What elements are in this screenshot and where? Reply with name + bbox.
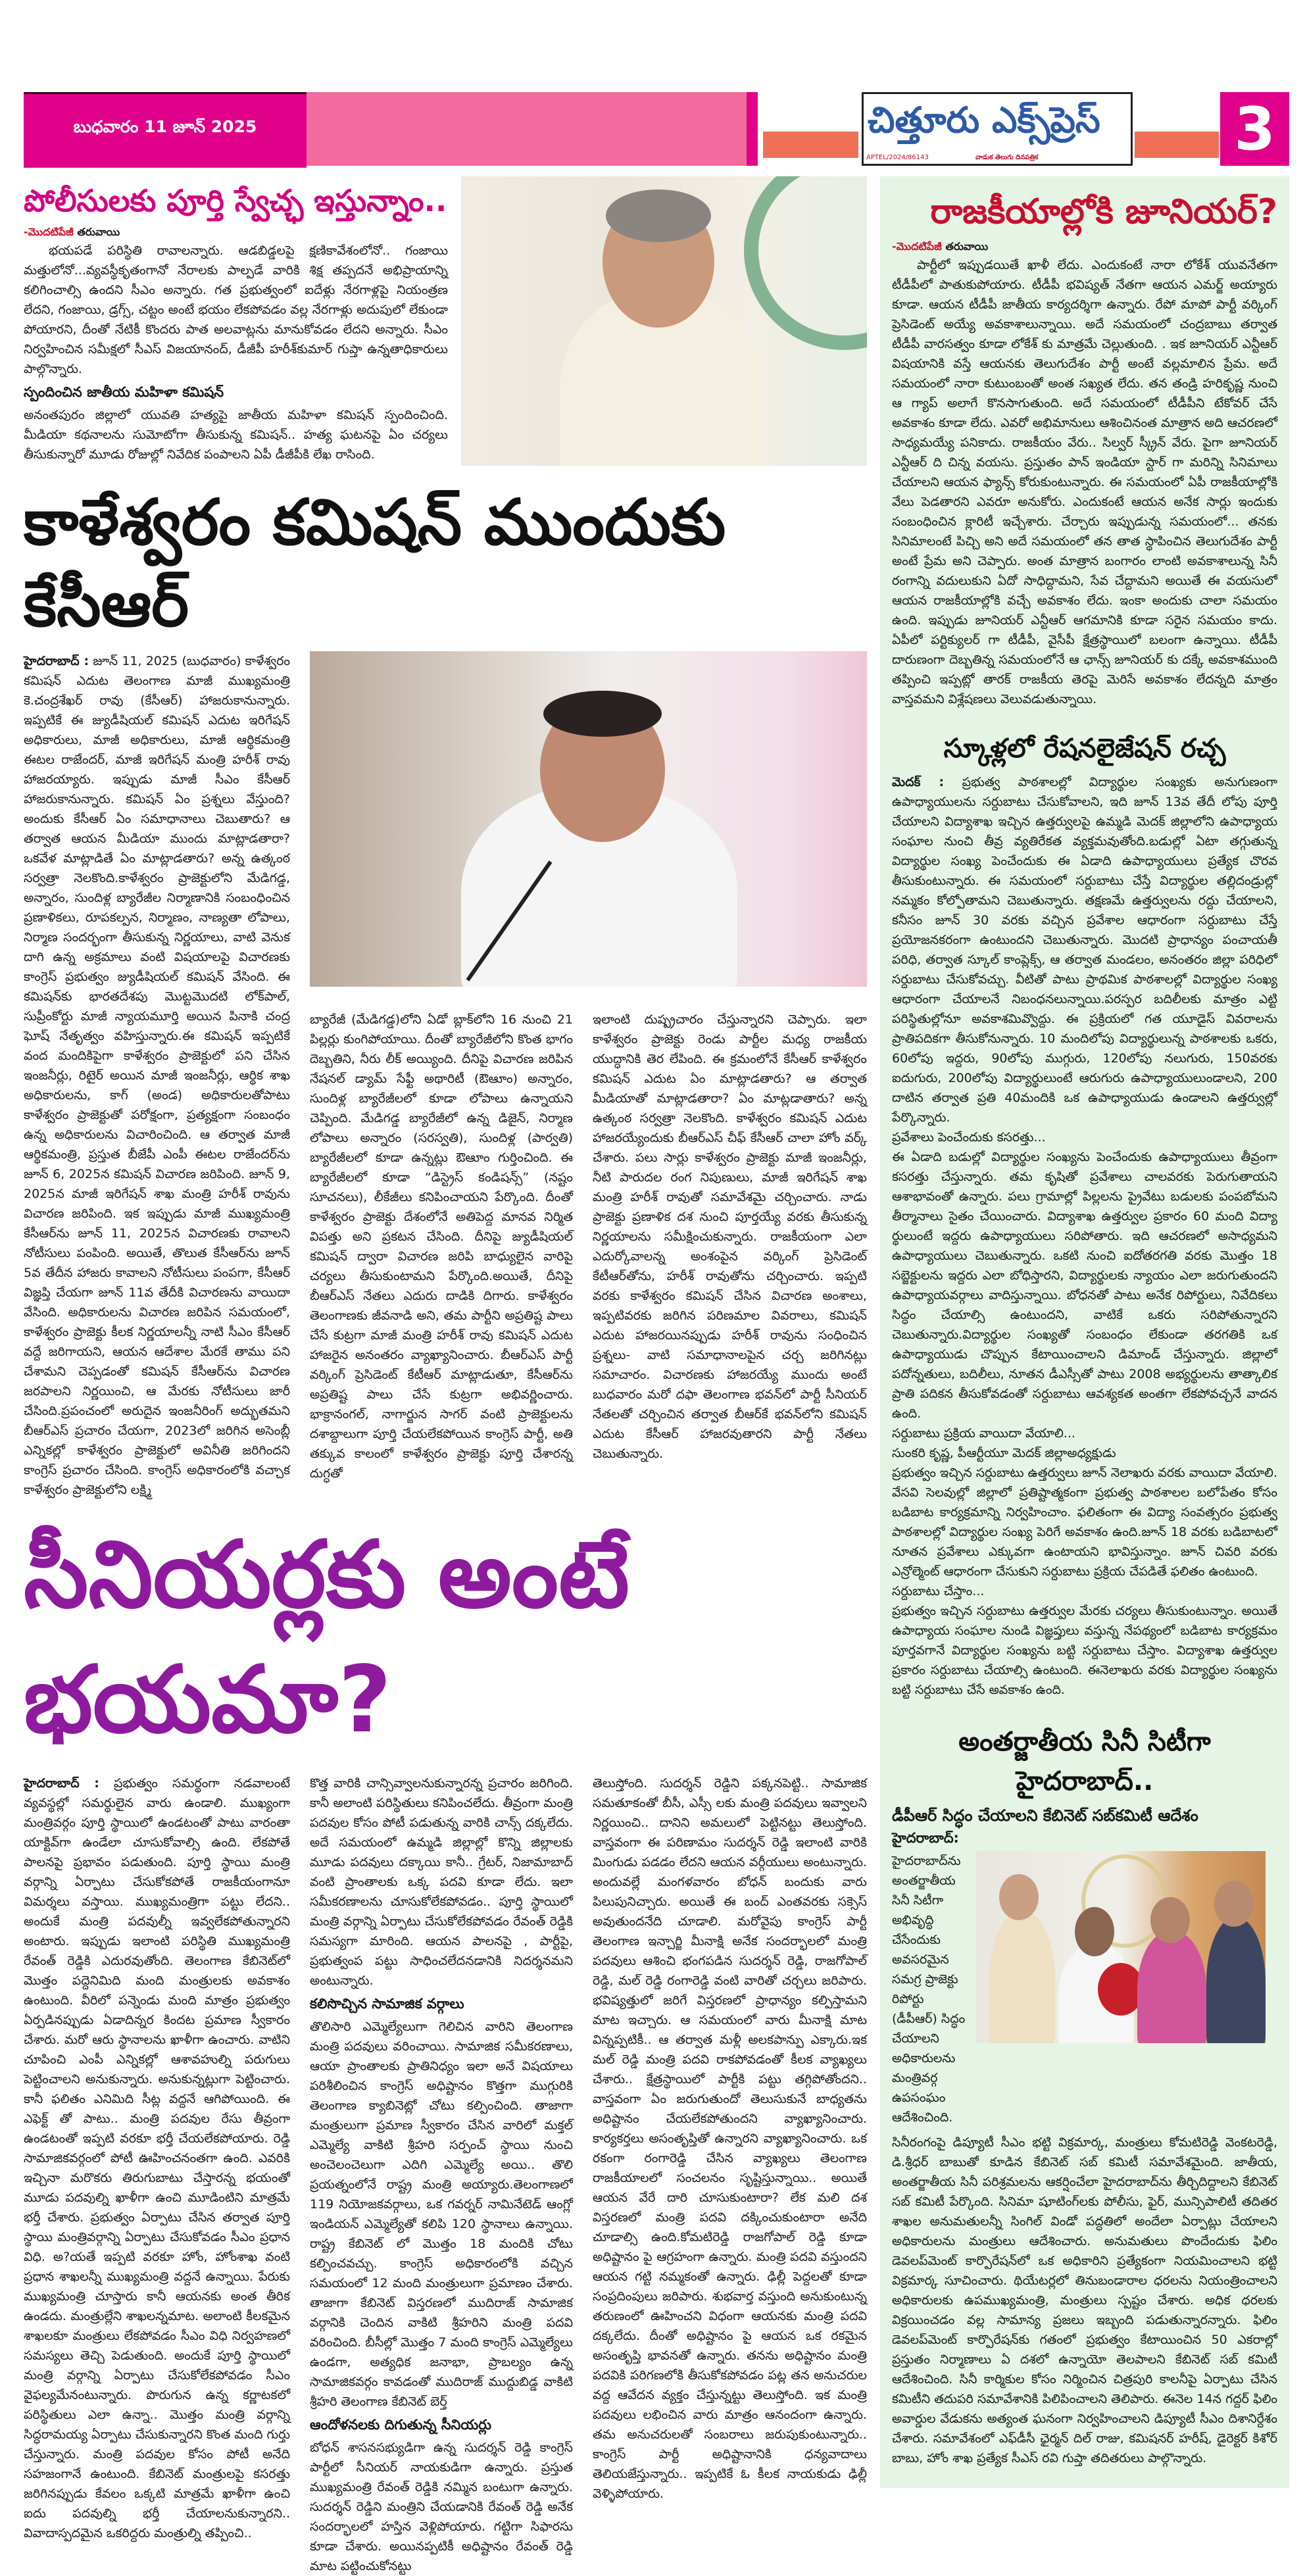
kcr-paragraph: బ్యారేజీ (మేడిగడ్డ)లోని ఏడో బ్లాక్‌లోని 16 నుంచి 21 పిల్లర్లు కుంగిపోయాయి. దీంతో బ్యారేజీలోని కొంత భాగం దెబ్బతిని, నీరు లీక్ అయ్యింది. దీనిపై విచారణ జరిపిన నేషనల్ డ్యామ్ సేఫ్టీ అథారిటీ (ఔఆూం) అన్నారం, సుందిళ్ల బ్యారేజీలలో కూడా లోపాలు ఉన్నాయని చెప్పింది. మేడిగడ్డ బ్యారేజీలో ఉన్న డిజైన్, నిర్మాణ లోపాలు అన్నారం (సరస్వతి), సుందిళ్ల (పార్వతి) బ్యారేజీలలో కూడా ఉన్నట్లు ఔఆూం గుర్తించింది. ఈ బ్యారేజీలలో కూడా “డిస్ట్రెస్ కండిషన్స్” (నష్టం సూచనలు), లీకేజీలు కనిపించాయని పేర్కొంది. దీంతో కాళేశ్వరం ప్రాజెక్టు దేశంలోనే అతిపెద్ద మానవ నిర్మిత విపత్తు అని ప్రకటన చేసింది. దీనిపై జ్యుడీషియల్ కమిషన్ ద్వారా విచారణ జరిపి బాధ్యులైన వారిపై చర్యలు తీసుకుంటామని పేర్కొంది.అయితే, దీనిపై బీఆర్ఎస్ నేతలు ఎదురు దాడికి దిగారు. కాళేశ్వరం తెలంగాణకు జీవనాడి అని, తమ పార్టీని అప్రతిష్ట పాలు చేసే కుట్రగా మాజీ మంత్రి హరీశ్ రావు కమిషన్ ఎదుట హాజరైన అనంతరం వ్యాఖ్యానించారు. బీఆర్ఎస్ పార్టీ వర్కింగ్ ప్రెసిడెంట్ కేటీఆర్ మాట్లాడుతూ, కేసీఆర్‌ను అప్రతిష్ట పాలు చేసే కుట్రగా అభివర్ణించారు. భాక్రానంగల్, నాగార్జున సాగర్ వంటి ప్రాజెక్టులను దశాబ్దాలుగా పూర్తి చేయలేకపోయిన కాంగ్రెస్ పార్టీ, అతి తక్కువ కాలంలో కాళేశ్వరం ప్రాజెక్టు పూర్తి చేశారన్న దుగ్ధతో: [310, 1012, 573, 1481]
schools-quote-attribution: సుంకరి కృష్ణ, పీఆర్టీయూ మెదక్ జిల్లాఅధ్యక్షుడు: [892, 1446, 1116, 1460]
byline-continued: తరువాయి: [941, 240, 989, 253]
police-section: [24, 176, 867, 466]
masthead-pink-band: [307, 92, 747, 166]
junior-article: [892, 238, 1277, 709]
seniors-article: [24, 1773, 867, 2576]
junior-headline: రాజకీయాల్లోకి జూనియర్?: [930, 192, 1277, 232]
cinema-lead-row: [892, 1851, 1277, 2127]
seniors-subheading: కలిసొచ్చిన సామాజిక వర్గాలు: [310, 1996, 464, 2012]
hair-shape: [543, 691, 662, 737]
person-shape: [1206, 1917, 1266, 2043]
kcr-headline: కాళేశ్వరం కమిషన్ ముందుకు కేసీఆర్: [24, 485, 726, 641]
seniors-article-column: [310, 1773, 573, 2576]
logo-registration: APTEL/2024/86143: [866, 154, 929, 161]
logo-tagline: వాడుక తెలుగు దినపత్రిక: [975, 154, 1039, 161]
seniors-article-column: [593, 1773, 867, 2504]
cinema-meeting-photo: [976, 1851, 1266, 2043]
cinema-article: [892, 2133, 1277, 2468]
police-paragraph: అనంతపురం జిల్లాలో యువతి హత్యపై జాతీయ మహిళా కమిషన్ స్పందించింది. మీడియా కథనాలను సుమోటోగా తీసుకున్న కమిషన్.. హత్య ఘటనపై ఏం చర్యలు తీసుకున్నారో మూడు రోజుల్లో నివేదిక పంపాలని ఏపీ డీజీపీకి లేఖ రాసింది.: [24, 408, 448, 462]
seniors-paragraph: బోధన్ శాసనసభ్యుడిగా ఉన్న సుదర్శన్ రెడ్డి కాంగ్రెస్ పార్టీలో సీనియర్ నాయకుడిగా ఉన్నారు. ప్రస్తుత ముఖ్యమంత్రి రేవంత్ రెడ్డికి నమ్మిన బంటుగా ఉన్నారు. సుదర్శన్ రెడ్డిని మంత్రిని చేయడానికి రేవంత్ రెడ్డి అనేక సందర్భాలలో హస్తిన వెళ్లిపోయారు. గట్టిగా సిఫారసు కూడా చేశారు. అయినప్పటికీ అధిష్టానం రేవంత్ రెడ్డి మాట పట్టించుకోనట్టు: [310, 2440, 573, 2573]
person-head-shape: [1075, 1907, 1114, 1956]
person-head-shape: [1214, 1881, 1254, 1927]
schools-headline: స్కూళ్లలో రేషనలైజేషన్ రచ్చ: [943, 733, 1226, 764]
kcr-article: [24, 651, 867, 1500]
continued-byline: [892, 238, 1277, 255]
hair-shape: [606, 189, 711, 242]
left-news-area: [24, 176, 867, 2576]
seniors-dateline: హైదరాబాద్ :: [24, 1776, 99, 1791]
continued-byline: [24, 224, 448, 241]
masthead-orange-rule: [1135, 132, 1219, 158]
seniors-paragraph: తెలుస్తోంది. సుదర్శన్ రెడ్డిని పక్కనపెట్టి.. సామాజిక సమతూకంతో బీసీ, ఎస్సీ లకు మంత్రి పదవులు ఇవ్వాలని నిర్ణయించి.. దానిని అమలులో పెట్టినట్టు తెలుస్తోంది. వాస్తవంగా ఈ పరిణామం సుదర్శన్ రెడ్డి ఇలాంటి వారికి మింగుడు పడడం లేదని ఆయన వర్గీయులు అంటున్నారు. అందువల్లే మంగళవారం బోధన్ బందుకు వారు పిలుపునిచ్చారు. అయితే ఈ బంద్ ఎంతవరకు సక్సెస్ అవుతుందనేది చూడాలి. మరోవైపు కాంగ్రెస్ పార్టీ తెలంగాణ ఇన్చార్జి మీనాక్షి అనేక సందర్భాలలో మంత్రి పదవులు ఆశించి భంగపడిన సుదర్శన్ రెడ్డి, రాజగోపాల్ రెడ్డి, మల్ రెడ్డి రంగారెడ్డి వంటి వారితో చర్చలు జరిపారు. భవిష్యత్తులో జరిగే విస్తరణలో ప్రాధాన్యం కల్పిస్తామని మాట ఇచ్చారు. ఆ సమయంలో వారు మీనాక్షి మాట విన్నప్పటికీ.. ఆ తర్వాత మళ్లీ అలకపాన్పు ఎక్కారు.ఇక మల్ రెడ్డి మంత్రి పదవి రాకపోవడంతో కీలక వ్యాఖ్యలు చేశారు.. క్షేత్రస్థాయిలో పార్టీకి పట్టు తగ్గిపోతోందని.. వాస్తవంగా ఏం జరుగుతుందో తెలుసుకునే బాధ్యతను అధిష్టానం చేయలేకపోతుందని వ్యాఖ్యానించారు. కార్యకర్తలు అసంతృప్తితో ఉన్నారని వ్యాఖ్యానించారు. ఒక రకంగా రంగారెడ్డి చేసిన వ్యాఖ్యలు తెలంగాణ రాజకీయాలలో సంచలనం సృష్టిస్తున్నాయి.. అయితే ఆయన వేరే దారి చూసుకుంటారా? లేక మలి దశ విస్తరణలో మంత్రి పదవి దక్కించుకుంటారా అనేది చూడాల్సి ఉంది.కోమటిరెడ్డి రాజగోపాల్ రెడ్డి కూడా అధిష్టానం పై ఆగ్రహంగా ఉన్నారు. మంత్రి పదవి వస్తుందని ఆయన గట్టి నమ్మకంతో ఉన్నారు. ఢిల్లీ పెద్దలతో కూడా సంప్రదింపులు జరిపారు. శుభవార్త వస్తుంది అనుకుంటున్న తరుణంలో ఊహించని విధంగా ఆయనకు మంత్రి పదవి దక్కలేదు. దీంతో అధిష్టానం పై ఆయన ఒక రకమైన అసంతృప్తి భావనతో ఉన్నారు. తనను అధిష్టానం మంత్రి పదవికి పరిగణలోకి తీసుకోకపోవడం పట్ల తన అనుచరుల వద్ద ఆవేదన వ్యక్తం చేస్తున్నట్టు తెలుస్తోంది. ఇక మంత్రి పదవులు లభించిన వారు మాత్రం ఆనందంగా ఉన్నారు. తమ అనుచరులతో సంబరాలు జరుపుకుంటున్నారు.. కాంగ్రెస్ పార్టీ అధిష్టానానికి ధన్యవాదాలు తెలియజేస్తున్నారు.. ఇప్పటికే ఓ కీలక నాయకుడు ఢిల్లీ వెళ్ళిపోయారు.: [593, 1776, 867, 2501]
kcr-dateline: హైదరాబాద్ :: [24, 654, 89, 668]
issue-date: బుధవారం 11 జూన్ 2025: [73, 117, 257, 136]
cinema-dateline: హైదరాబాద్:: [892, 1830, 959, 1846]
logo-title: చిత్తూరు ఎక్స్‌ప్రెస్: [868, 99, 1100, 141]
person-head-shape: [999, 1874, 1039, 1920]
seniors-paragraph: తొలిసారి ఎమ్మెల్యేలుగా గెలిచిన వారిని తెలంగాణ మంత్రి పదవులు వరించాయి. సామాజిక సమీకరణాలు, ఆయా ప్రాంతాలకు ప్రాతినిధ్యం ఇలా అనే విషయాలు పరిశీలించిన కాంగ్రెస్ అధిష్టానం కొత్తగా ముగ్గురికి తెలంగాణ క్యాబినెట్లో చోటు కల్పించింది. తాజాగా మంత్రులుగా ప్రమాణ స్వీకారం చేసిన వారిలో మక్తల్ ఎమ్మెల్యే వాకిటి శ్రీహరి సర్పంచ్ స్థాయి నుంచి అంచెలంచెలుగా ఎదిగి ఎమ్మెల్యే అయి.. తొలి ప్రయత్నంలోనే రాష్ట్ర మంత్రి అయ్యారు.తెలంగాణలో 119 నియోజకవర్గాలు, ఒక గవర్నర్ నామినేటెడ్ ఆంగ్లో ఇండియన్ ఎమ్మెల్యేతో కలిపి 120 స్థానాలు ఉన్నాయి. రాష్ట్ర కేబినెట్ లో మొత్తం 18 మందికి చోటు కల్పించవచ్చు. కాంగ్రెస్ అధికారంలోకి వచ్చిన సమయంలో 12 మంది మంత్రులుగా ప్రమాణం చేశారు. తాజాగా కేబినెట్ విస్తరణలో ముదిరాజ్ సామాజిక వర్గానికి చెందిన వాకిటి శ్రీహరిని మంత్రి పదవి వరించింది. బీసీల్లో మొత్తం 7 మంది కాంగ్రెస్ ఎమ్మెల్యేలు ఉండగా, అత్యధిక జనాభా, ప్రాబల్యం ఉన్న సామాజికవర్గం కావడంతో ముదిరాజ్ ముద్దుబిడ్డ వాకిటి శ్రీహరి తెలంగాణ కేబినెట్ బెర్త్: [310, 2019, 573, 2409]
person-shape: [989, 1910, 1055, 2043]
police-subheading: స్పందించిన జాతీయ మహిళా కమిషన్: [24, 384, 224, 400]
person-head-shape: [1150, 1897, 1190, 1943]
seniors-paragraph: కొత్త వారికి చాన్సివ్వాలనుకున్నారన్న ప్రచారం జరిగింది. కానీ అలాంటి పరిస్థితులు కనిపించలేదు. తీవ్రంగా మంత్రి పదవుల కోసం పోటీ పడుతున్న వారికి చాన్స్ దక్కలేదు. అదే సమయంలో ఉమ్మడి జిల్లాల్లో కొన్ని జిల్లాలకు మూడు పదవులు దక్కాయి కానీ.. గ్రేటర్, నిజామాబాద్ వంటి ప్రాంతాలకు ఒక్క పదవి కూడా లేదు. ఇలా సమీకరణాలను చూసుకోలేకపోవడం.. పూర్తి స్థాయిలో మంత్రి వర్గాన్ని ఏర్పాటు చేసుకోలేకపోవడం రేవంత్ రెడ్డికి సమస్యగా మారింది. ఆయన పాలనపై , పార్టీపై, ప్రభుత్వంప పట్టు సాధించలేదనడానికి నిదర్శనమని అంటున్నారు.: [310, 1776, 573, 1988]
seniors-subheading: ఆందోళనలకు దిగుతున్న సీనియర్లు: [310, 2417, 492, 2433]
kcr-paragraph: ఇలాంటి దుష్ప్రచారం చేస్తున్నారని చెప్పారు. ఇలా కాళేశ్వరం ప్రాజెక్టు రెండు పార్టీల మధ్య రాజకీయ యుద్ధానికి తెర లేపింది. ఈ క్రమంలోనే కేసీఆర్ కాళేశ్వరం కమిషన్ ఎదుట ఏం మాట్లాడతారు? ఆ తర్వాత మీడియాతో మాట్లాడతారా? ఏం మాట్లడాతారు? అన్న ఉత్కంఠ సర్వత్రా నెలకొంది. కాళేశ్వరం కమిషన్ ఎదుట హాజరయ్యేందుకు బీఆర్ఎస్ చీఫ్ కేసీఆర్ చాలా హోం వర్క్ చేశారు. పలు సార్లు కాళేశ్వరం ప్రాజెక్టు మాజీ ఇంజనీర్లు, నీటి పారుదల రంగ నిపుణులు, మాజీ ఇరిగేషన్ శాఖ మంత్రి హరీశ్ రావుతో సమావేశమై చర్చించారు. నాడు ప్రాజెక్టు ప్రణాళిక దశ నుంచి పూర్తయ్యే వరకు తీసుకున్న నిర్ణయాలను సమీక్షించుకున్నారు. రాజకీయంగా ఎలా ఎదుర్కోవాలన్న అంశంపైన వర్కింగ్ ప్రెసిడెంట్ కేటీఆర్‌తోను, హరీశ్ రావుతోను చర్చించారు. ఇప్పటి వరకు కాళేశ్వరం కమిషన్ చేసిన విచారణ అంశాలు, ఇప్పటివరకు జరిగిన పరిణమాల వివరాలు, కమిషన్ ఎదుట హాజరయినప్పుడు హరీశ్ రావును సంధించిన ప్రశ్నలు- వాటి సమాధానాలపైన చర్చ జరిగినట్లు సమాచారం. విచారణకు హాజరయ్యే ముందు అంటే బుధవారం మరో దఫా తెలంగాణ భవన్‌లో పార్టీ సీనియర్ నేతలతో చర్చించిన తర్వాత బీఆర్‌కే భవన్‌లోని కమిషన్ ఎదుట కేసీఆర్ హాజరవుతారని పార్టీ నేతలు చెబుతున్నారు.: [593, 1012, 867, 1461]
kcr-paragraph: జూన్ 11, 2025 (బుధవారం) కాళేశ్వరం కమిషన్ ఎదుట తెలంగాణ మాజీ ముఖ్యమంత్రి కె.చంద్రశేఖర్ రావు (కేసీఆర్) హాజరుకానున్నారు. ఇప్పటికే ఈ జ్యుడీషియల్ కమిషన్ ఎదుట ఇరిగేషన్ అధికారులు, మాజీ అధికారులు, మాజీ ఆర్థికమంత్రి ఈటల రాజేందర్, మాజీ ఇరిగేషన్ మంత్రి హరీశ్ రావు హాజరయ్యారు. ఇప్పుడు మాజీ సీఎం కేసీఆర్ హాజరుకానున్నారు. కమిషన్ ఏం ప్రశ్నలు వేస్తుంది? అందుకు కేసీఆర్ ఏం సమాధానాలు చెబుతారు? ఆ తర్వాత ఆయన మీడియా ముందు మాట్లాడతారా? ఒకవేళ మాట్లాడితే ఏం మాట్లాడతారు? అన్న ఉత్కంఠ సర్వత్రా నెలకొంది.కాళేశ్వరం ప్రాజెక్టులోని మేడిగడ్డ, అన్నారం, సుందిళ్ల బ్యారేజీల నిర్మాణానికి సంబంధించిన ప్రణాళికలు, రూపకల్పన, నిర్మాణం, నాణ్యతా లోపాలు, నిర్మాణ సందర్భంగా తీసుకున్న నిర్ణయాలు, వాటి వెనుక దాగి ఉన్న అక్రమాలు వంటి విషయాలపై విచారణకు కాంగ్రెస్ ప్రభుత్వం జ్యుడీషియల్ కమిషన్ వేసింది. ఈ కమిషన్‌కు భారతదేశపు మొట్టమొదటి లోక్‌పాల్, సుప్రీంకోర్టు మాజీ న్యాయమూర్తి అయిన పినాకి చంద్ర ఘోష్ నేతృత్వం వహిస్తున్నారు.ఈ కమిషన్ ఇప్పటికే వంద మందికిపైగా కాళేశ్వరం ప్రాజెక్టులో పని చేసిన ఇంజనీర్లు, రిటైర్ అయిన మాజీ ఇంజనీర్లు, ఆర్థిక శాఖ అధికారులను, కాగ్ (అండ) అధికారులతోపాటు కాళేశ్వరం ప్రాజెక్టుతో పరోక్షంగా, ప్రత్యక్షంగా సంబంధం ఉన్న అధికారులను విచారించింది. ఆ తర్వాత మాజీ ఆర్థికమంత్రి, ప్రస్తుత బీజేపీ ఎంపీ ఈటల రాజేందర్‌ను జూన్ 6, 2025న కమిషన్ విచారణ జరిపింది. జూన్ 9, 2025న మాజీ ఇరిగేషన్ శాఖ మంత్రి హరీశ్ రావును విచారణ జరిపింది. ఇక ఇప్పుడు మాజీ ముఖ్యమంత్రి కేసీఆర్‌ను జూన్ 11, 2025న విచారణకు రావాలని నోటీసులు పంపింది. అయితే, తొలుత కేసీఆర్‌ను జూన్ 5వ తేదీన హాజరు కావాలని నోటీసులు పంపగా, కేసీఆర్ విజ్ఞప్తి చేయగా జూన్ 11వ తేదీకి విచారణను వాయిదా వేసింది. అధికారులను విచారణ జరిపిన సమయంలో, కాళేశ్వరం ప్రాజెక్టు కీలక నిర్ణయాలన్నీ నాటి సీఎం కేసీఆర్ వద్దే జరిగాయని, ఆయన ఆదేశాల మేరకే తాము పని చేశామని చెప్పడంతో కమిషన్ కేసీఆర్‌ను విచారణ జరపాలని నిర్ణయించి, ఆ మేరకు నోటీసులు జారీ చేసింది.ప్రపంచంలో అరుదైన ఇంజనీరింగ్ అద్భుతమని బీఆర్ఎస్ ప్రచారం చేయగా, 2023లో జరిగిన అసెంబ్లీ ఎన్నికల్లో కాళేశ్వరం ప్రాజెక్టులో అవినీతి జరిగిందని కాంగ్రెస్ ప్రచారం చేసింది. కాంగ్రెస్ అధికారంలోకి వచ్చాక కాళేశ్వరం ప్రాజెక్టులోని లక్ష్మి: [24, 654, 290, 1497]
police-article: [24, 176, 448, 464]
newspaper-logo: [862, 92, 1133, 166]
byline-continued: తరువాయి: [73, 226, 120, 238]
schools-paragraph: ప్రభుత్వం ఇచ్చిన సర్దుబాటు ఉత్తర్వులు జూన్ నెలాఖరు వరకు వాయిదా వేయాలి. వేసవి సెలవుల్లో జిల్లాలో ప్రతిష్టాత్మకంగా ప్రభుత్వ పాఠశాలల బలోపేతం కోసం బడిబాట కార్యక్రమాన్ని నిర్వహించాం. ఫలితంగా ఈ విద్యా సంవత్సరం ప్రభుత్వ పాఠశాలల్లో విద్యార్థుల సంఖ్య పెరిగే అవకాశం ఉంది.జూన్ 18 వరకు బడిబాటలో నూతన ప్రవేశాలు ఎక్కువగా ఉంటాయని భావిస్తున్నాం. జూన్ చివరి వరకు ఎన్రోల్మెంట్ ఆధారంగా చేసుకుని సర్దుబాటు ప్రక్రియ చేపడితే ఫలితం ఉంటుంది.: [892, 1466, 1277, 1579]
right-column-panel: [880, 176, 1289, 2488]
police-headline: పోలీసులకు పూర్తి స్వేచ్ఛ ఇస్తున్నాం..: [24, 183, 447, 218]
cinema-paragraph: సినీరంగంపై డిప్యూటీ సీఎం భట్టి విక్రమార్క, మంత్రులు కోమటిరెడ్డి వెంకటరెడ్డి, డి.శ్రీధర్ బాబుతో కూడిన కేబినెట్ సబ్ కమిటీ సమావేశమైంది. జాతీయ, అంతర్జాతీయ సినీ పరిశ్రమలను ఆకర్షించేలా హైదరాబాద్‌ను తీర్చిదిద్దాలని కేబినెట్ సబ్ కమిటీ పేర్కొంది. సినిమా షూటింగ్‌లకు పోలీసు, ఫైర్, మున్సిపాలిటీ తదితర శాఖల అనుమతులన్నీ సింగిల్ విండో పద్ధతిలో అందేలా ఏర్పాట్లు చేయాలని అధికారులను మంత్రులు ఆదేశించారు. అనుమతులు పొందేందుకు ఫిలిం డెవలప్‌మెంట్ కార్పొరేషన్‌లో ఒక అధికారిని ప్రత్యేకంగా నియమించాలని భట్టి విక్రమార్క సూచించారు. థియేటర్లలో తినుబండారాల ధరలను నియంత్రించాలని అధికారులకు ఉపముఖ్యమంత్రి, మంత్రులు స్పష్టం చేశారు. అధిక ధరలకు విక్రయించడం వల్ల సామాన్య ప్రజలు ఇబ్బంది పడుతున్నారన్నారు. ఫిలిం డెవలప్‌మెంట్ కార్పొరేషన్‌కు గతంలో ప్రభుత్వం కేటాయించిన 50 ఎకరాల్లో ప్రస్తుతం నిర్మాణాలు ఏ దశలో ఉన్నాయో తెలపాలని కేబినెట్ సబ్ కమిటీ ఆదేశించింది. సినీ కార్మికుల కోసం నిర్మించిన చిత్రపురి కాలనీపై ఏర్పాటు చేసిన కమిటీని తదుపరి సమావేశానికి పిలిపించాలని తెలిపారు. ఈనెల 14న గద్దర్ ఫిలిం అవార్డుల వేడుకను అత్యంత ఘనంగా నిర్వహించాలని డిప్యూటీ సీఎం దిశానిర్దేశం చేశారు. సమావేశంలో ఎఫ్‌డీసీ ఛైర్మన్ దిల్ రాజు, కమిషనర్ హరీష్, డైరెక్టర్ కిశోర్ బాబు, హోం శాఖ ప్రత్యేక సీఎస్ రవి గుప్తా తదితరులు పాల్గొన్నారు.: [892, 2135, 1278, 2465]
kcr-article-column: [24, 651, 290, 1500]
seniors-headline: సీనియర్లకు అంటే భయమా?: [24, 1522, 629, 1754]
kcr-photo: [310, 651, 867, 987]
page-body: [24, 176, 1289, 2576]
emblem-shape: [744, 176, 867, 350]
schools-subheading: సర్దుబాటు చేస్తాం...: [892, 1584, 985, 1598]
schools-article: [892, 772, 1277, 1700]
cinema-headline: అంతర్జాతీయ సినీ సిటీగా హైదరాబాద్..: [958, 1727, 1211, 1796]
masthead-divider: [747, 92, 758, 166]
masthead-orange-rule: [763, 132, 858, 158]
byline-first-page: -మొదటిపేజీ: [24, 226, 74, 238]
schools-dateline: మెదక్ :: [892, 775, 945, 789]
seniors-paragraph: ప్రభుత్వం సమర్థంగా నడవాలంటే వ్యవస్థల్లో సమర్థులైన వారు ఉండాలి. ముఖ్యంగా మంత్రివర్గం పూర్తి స్థాయిలో ఉండటంతో పాటు వారంతా యాక్టివ్‌గా ఉండేలా చూసుకోవాల్సి ఉంది. లేకపోతే పాలనపై ప్రభావం పడుతుంది. పూర్తి స్థాయి మంత్రి వర్గాన్ని ఏర్పాటు చేసుకోకపోతే రాజకీయంగానూ విమర్శలు వస్తాయి. ముఖ్యమంత్రిగా పట్టు లేదని.. అందుకే మంత్రి పదవుల్నీ ఇవ్వలేకపోతున్నారని అంటారు. ఇప్పుడు ఇలాంటి పరిస్థితి ముఖ్యమంత్రి రేవంత్ రెడ్డికి ఎదురవుతోంది. తెలంగాణ కేబినెట్‌లో మొత్తం పద్దెనిమిది మంది మంత్రులకు అవకాశం ఉంటుంది. వీరిలో పన్నెండు మంది మాత్రం ప్రభుత్వం ఏర్పడినప్పుడు ఏడాదిన్నర కిందట ప్రమాణ స్వీకారం చేశారు. మరో ఆరు స్థానాలను ఖాళీగా ఉంచారు. వాటిని చూపించి ఎంపీ ఎన్నికల్లో ఆశావహుల్ని పరుగులు పెట్టించాలని అనుకున్నారు. అనుకున్నట్లుగా పెట్టించారు. కానీ ఫలితం ఎనిమిది సీట్ల వద్దనే ఆగిపోయింది. ఈ ఎఫెక్ట్ తో పాటు.. మంత్రి పదవుల రేసు తీవ్రంగా ఉండటంతో ఇప్పటి వరకూ భర్తీ చేయలేకపోయారు. రెడ్డి సామాజికవర్గంలో పోటీ ఊహించనంతగా ఉంది. ఎవరికి ఇచ్చినా మరొకరు తిరుగుబాటు చేస్తారన్న భయంతో మూడు పదవుల్ని ఖాళీగా ఉంచి మూడింటిని మాత్రమే భర్తీ చేశారు. ప్రభుత్వం ఏర్పాటు చేసిన తర్వాత పూర్తి స్థాయి మంత్రివర్గాన్ని ఏర్పాటు చేసుకోవడం సీఎం ప్రధాన విధి. అ?యతే ఇప్పటి వరకూ హోం, హోంశాఖ వంటి ప్రధాన శాఖలన్నీ ముఖ్యమంత్రి వద్దనే ఉన్నాయి. పేరుకు ముఖ్యమంత్రి చూస్తారు కానీ ఆయనకు అంత తీరిక ఉండదు. మంత్రుల్లేని శాఖలన్నమాట. అలాంటి కీలకమైన శాఖలకూ మంత్రులు లేకపోవడం సీఎం విధి నిర్వహణలో సమస్యలు తెచ్చి పెడుతుంది. అందుకే పూర్తి స్థాయిలో మంత్రి వర్గాన్ని ఏర్పాటు చేసుకోలేకపోవడం సీఎం వైఫల్యమేనంటున్నారు. పొరుగున ఉన్న కర్ణాటకలో పరిస్థితులు ఎలా ఉన్నా.. మొత్తం మంత్రి వర్గాన్ని సిద్ధరామయ్య ఏర్పాటు చేసుకున్నారని కొంత మంది గుర్తు చేస్తున్నారు. మంత్రి పదవుల కోసం పోటీ అనేది సహజంగానే ఉంటుంది. కేబినెట్ మంత్రులపై కసరత్తు జరిగినప్పుడు కేవలం ఒక్కటి మాత్రమే ఖాళీగా ఉంచి ఐదు పదవుల్ని భర్తీ చేయాలనుకున్నారని.. వివాదాస్పదమైన ఒకరిద్దరు మంత్రుల్ని తప్పించి..: [24, 1776, 291, 2540]
kcr-article-column: [593, 1010, 867, 1464]
schools-paragraph: ఈ ఏడాది బడుల్లో విద్యార్థుల సంఖ్యను పెంచేందుకు ఉపాధ్యాయులు తీవ్రంగా కసరత్తు చేస్తున్నారు. తమ కృషితో ప్రవేశాలు చాలవరకు పెరుగుతాయని ఆశాభావంతో ఉన్నారు. పలు గ్రామాల్లో పిల్లలను ప్రైవేటు బడులకు పంపబోమని తీర్మానాలు సైతం చేయించారు. విద్యాశాఖ ఉత్తర్వుల ప్రకారం 60 మంది విద్యా ర్థులుంటే ఇద్దరు ఉపాధ్యాయులు సరిపోతారు. ఇది ఆచరణలో అసాధ్యమని ఉపాధ్యాయులు చెబుతున్నారు. ఒకటి నుంచి ఐదోతరగతి వరకు మొత్తం 18 సబ్జెక్టులను ఇద్దరు ఎలా బోధిస్తారని, విద్యార్థులకు న్యాయం ఎలా జరుగుతుందని ఉపాధ్యాయవర్గాలు వాదిస్తున్నాయి. బోధనతో పాటు అనేక రిపోర్టులు, నివేదికలు సిద్ధం చేయాల్సి ఉంటుందని, వాటికే ఒకరు సరిపోతున్నారని చెబుతున్నారు.విద్యార్థుల సంఖ్యతో సంబంధం లేకుండా తరగతికి ఒక ఉపాధ్యాయుడు చొప్పున కేటాయించాలని డిమాండ్ చేస్తున్నారు. జిల్లాలో పదోన్నతులు, బదిలీలు, నూతన డీఎస్సీతో పాటు 2008 అభ్యర్థులను తాత్కాలిక ప్రాతి పదికన తీసుకోవడంతో సర్దుబాటు ఆవశ్యకత అంతగా లేకపోవచ్చనే వాదన ఉంది.: [892, 1150, 1277, 1421]
person-shape: [1137, 1930, 1206, 2043]
chief-minister-photo: [461, 176, 867, 466]
cinema-side-text: [892, 1851, 970, 2127]
police-paragraph: భయపడే పరిస్థితి రావాలన్నారు. ఆడబిడ్డలపై క్షణికావేశంలోనో.. గంజాయి మత్తులోనో...వ్యవస్థీకృతంగానో నేరాలకు పాల్పడే వారికి శిక్ష తప్పదనే అభిప్రాయాన్ని కలిగించాల్సి ఉందని సీఎం అన్నారు. గత ప్రభుత్వంలో ఐదేళ్లు నేరగాళ్లపై నియంత్రణ లేదని, గంజాయి, డ్రగ్స్, చట్టం అంటే భయం లేకపోవడం వల్ల నేరగాళ్లు అదుపులో లేకుండా పోయారని, దీంతో నేటికీ కొందరు పాత అలవాట్లను మానుకోవడం లేదని అన్నారు. సీఎం నిర్వహించిన సమీక్షలో సీఎస్ విజయానంద్, డీజీపీ హరీశ్‌కుమార్ గుప్తా ఉన్నతాధికారులు పాల్గొన్నారు.: [24, 243, 448, 376]
schools-subheading: సర్దుబాటు ప్రక్రియ వాయిదా వేయాలి...: [892, 1426, 1075, 1441]
byline-first-page: -మొదటిపేజీ: [892, 240, 942, 253]
schools-subheading: ప్రవేశాలు పెంచేందుకు కసరత్తు...: [892, 1130, 1046, 1145]
cinema-subheadline: డీపీఆర్ సిద్ధం చేయాలని కేబినెట్ సబ్‌కమిటీ ఆదేశం: [892, 1806, 1198, 1825]
schools-paragraph: ప్రభుత్వం ఇచ్చిన సర్దుబాటు ఉత్తర్వుల మేరకు చర్యలు తీసుకుంటున్నాం. అయితే ఉపాధ్యాయ సంఘాల నుండి విజ్ఞప్తులు వస్తున్న నేపథ్యంలో బడిబాట కార్యక్రమం పూర్తవగానే విద్యార్థుల సంఖ్యను బట్టి సర్దుబాటు చేస్తాం. విద్యాశాఖ ఉత్తర్వుల ప్రకారం సర్దుబాటు చేయాల్సి ఉంటుంది. ఈనెలాఖరు వరకు విద్యార్థుల సంఖ్యను బట్టి సర్దుబాటు చేసే అవకాశం ఉంది.: [892, 1604, 1277, 1697]
junior-paragraph: పార్టీలో ఇప్పుడయితే ఖాళీ లేదు. ఎందుకంటే నారా లోకేశ్ యువనేతగా టీడీపీలో పాతుకుపోయారు. టీడీపీ భవిష్యత్ నేతగా ఆయన ఎమర్జ్ అయ్యారు కూడా. ఆయన టీడీపీ జాతీయ కార్యదర్శిగా ఉన్నారు. రేపో మాపో పార్టీ వర్కింగ్ ప్రెసిడెంట్ అయ్యే అవకాశాలున్నాయి. అదే సమయంలో చంద్రబాబు తర్వాత టీడీపీ వారసత్వం కూడా లోకేశ్ కు మాత్రమే చెల్లుతుంది. . ఇక జూనియర్ ఎన్టీఆర్ విషయానికి వస్తే ఆయనకు తెలుగుదేశం పార్టీ అంటే వల్లమాలిన ప్రేమ. అదే సమయంలో నారా కుటుంబంతో అంత సఖ్యత లేదు. తన తండ్రి హరికృష్ణ నుంచి ఆ గ్యాప్ అలాగే కొనసాగుతుంది. అదే సమయంలో టీడీపీని టేకోవర్ చేసే అవకాశం కూడా లేదు. ఎవరో అభిమానులు ఆశించినంత మాత్రాన అది ఆచరణలో సాధ్యమయ్యే పనికాదు. రాజకీయం వేరు.. సిల్వర్ స్క్రీన్ వేరు. పైగా జూనియర్ ఎన్టీఆర్ ది చిన్న వయసు. ప్రస్తుతం పాన్ ఇండియా స్టార్ గా మరిన్ని సినిమాలు చేయాలని ఆయన ఫ్యాన్స్ కోరుకుంటున్నారు. ఈ సమయంలో ఏపీ రాజకీయాల్లోకి వేలు పెడతారని ఎవరూ అనుకోరు. ఎందుకంటే ఆయన అనేక సార్లు ఇందుకు సంబంధించిన క్లారిటీ ఇచ్చేశారు. చేర్చారు ఇప్పుడున్న సమయంలో... తనకు సినిమాలంటే పిచ్చి అని అదే సమయంలో తన తాత స్థాపించిన తెలుగుదేశం పార్టీ అంటే ప్రేమ అని చెప్పారు. అంత మాత్రాన బంగారం లాంటి అవకాశాలున్న సినీ రంగాన్ని వదులుకుని ఏదో సాధిద్దామని, సేవ చేద్దామని అయితే ఈ వయసులో ఆయన రాజకీయాల్లోకి వచ్చే అవకాశం లేదు. ఇంకా అందుకు చాలా సమయం ఉంది. ఇప్పుడు జూనియర్ ఎన్టీఆర్ ఆగమానికి కూడా సరైన సమయం కాదు. ఏపీలో పర్టిక్యులర్ గా టీడీపీ, వైసీపీ క్షేత్రస్థాయిలో బలంగా ఉన్నాయి. టీడీపీ దారుణంగా దెబ్బతిన్న సమయంలోనే ఆ ఛాన్స్ జూనియర్ కు దక్కే అవకాశముంది తప్పించి ఇప్పట్లో తారక్ రాజకీయ తెరపై మెరిసే అవకాశం లేదన్నది మాత్రం వాస్తవమని విశ్లేషణలు వెలువడుతున్నాయి.: [892, 258, 1277, 706]
cinema-paragraph: హైదరాబాద్‌ను అంతర్జాతీయ సినీ సిటీగా అభివృద్ధి చేసేందుకు అవసరమైన సమగ్ర ప్రాజెక్టు రిపోర్టు (డీపీఆర్) సిద్ధం చేయాలని అధికారులను మంత్రివర్గ ఉపసంఘం ఆదేశించింది.: [892, 1854, 966, 2125]
page-number: 3: [1220, 92, 1289, 166]
seniors-article-column: [24, 1773, 290, 2543]
kcr-article-column: [310, 1010, 573, 1483]
schools-paragraph: ప్రభుత్వ పాఠశాలల్లో విద్యార్థుల సంఖ్యకు అనుగుణంగా ఉపాధ్యాయులను సర్దుబాటు చేసుకోవాలని, ఇది జూన్ 13వ తేదీ లోపు పూర్తి చేయాలని విద్యాశాఖ ఇచ్చిన ఉత్తర్వులపై ఉమ్మడి మెదక్ జిల్లాలోని ఉపాధ్యాయ సంఘాల నుంచి తీవ్ర వ్యతిరేకత వ్యక్తమవుతోంది.బడుల్లో ఏటా తగ్గుతున్న విద్యార్థుల సంఖ్య పెంచేందుకు ఈ ఏడాది ఉపాధ్యాయులు ప్రత్యేక చొరవ తీసుకుంటున్నారు. ఈ సమయంలో సర్దుబాటు చేస్తే విద్యార్థుల తల్లిదండ్రుల్లో నమ్మకం కోల్పోతామని చెబుతున్నారు. తక్షణమే ఉత్తర్వులను రద్దు చేయాలని, కనీసం జూన్ 30 వరకు వచ్చిన ప్రవేశాల ఆధారంగా సర్దుబాటు చేస్తే ప్రయోజనకరంగా ఉంటుందని చెబుతున్నారు. మొదటి ప్రాధాన్యం పంచాయతీ పరిధి, తర్వాత స్కూల్ కాంప్లెక్స్, ఆ తర్వాత మండలం, అనంతరం జిల్లా పరిధిలో సర్దుబాటు చేసుకోవచ్చు. వీటితో పాటు ప్రాథమిక పాఠశాలల్లో విద్యార్థుల సంఖ్య ఆధారంగా చేయాలనే నిబంధనలున్నాయి.పరస్పర బదిలీలకు మాత్రం ఎట్టి పరిస్థితుల్లోనూ అవకాశమివ్వొద్దు. ఈ ప్రక్రియలో గత యూడైస్ వివరాలను ప్రాతిపదికగా తీసుకోనున్నారు. 10 మందిలోపు విద్యార్థులున్న పాఠశాలకు ఒకరు, 60లోపు ఇద్దరు, 90లోపు ముగ్గురు, 120లోపు నలుగురు, 150వరకు ఐదుగురు, 200లోపు విద్యార్థులుంటే ఆరుగురు ఉపాధ్యాయులుండాలని, 200 దాటిన తర్వాత ప్రతి 40మందికి ఒక ఉపాధ్యాయుడు ఉండాలని ఉత్తర్వుల్లో పేర్కొన్నారు.: [892, 775, 1277, 1125]
